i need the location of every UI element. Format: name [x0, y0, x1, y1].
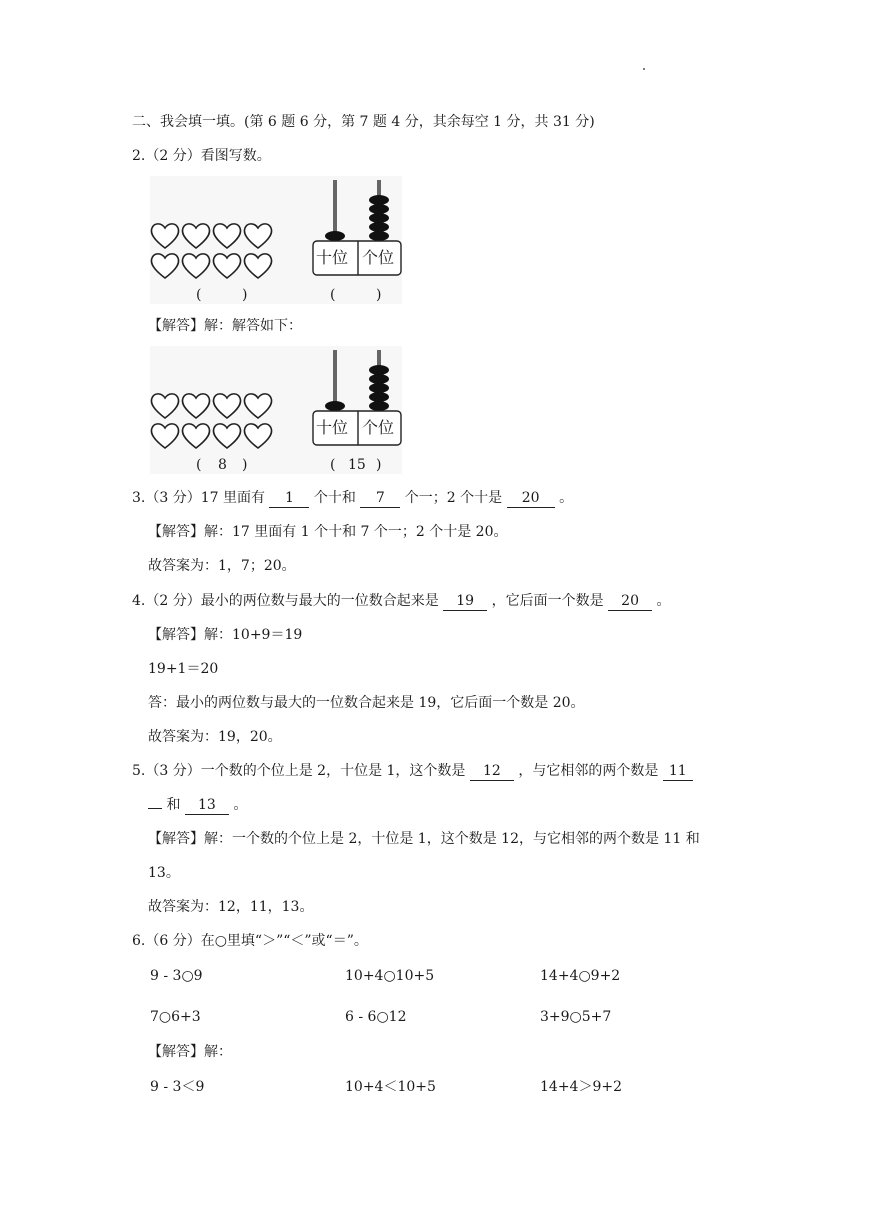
q4-text-b: ，它后面一个数是	[491, 593, 604, 609]
q5-text-d: 。	[233, 797, 248, 813]
hearts-group-2	[151, 394, 271, 448]
heart-icon	[244, 394, 271, 418]
q2-blank-open-2: (	[330, 287, 336, 303]
abacus-label-tens-2: 十位	[316, 418, 349, 437]
heart-icon	[244, 254, 271, 278]
q2-blank-open: (	[196, 287, 202, 303]
q6-ans-r1-c1: 9 - 3＜9	[150, 1079, 205, 1095]
q6-answer-intro: 【解答】解：	[148, 1044, 232, 1060]
q3-title	[132, 488, 573, 508]
heart-icon	[213, 394, 240, 418]
q5-blank-3: 13	[185, 796, 229, 815]
q2-figure-answer	[150, 346, 402, 474]
heart-icon	[151, 224, 178, 248]
q5-blank-2: 11	[663, 762, 693, 781]
heart-icon	[244, 424, 271, 448]
q2-title: 2.（2 分）看图写数。	[132, 148, 271, 164]
q2-answer-intro: 【解答】解：解答如下：	[148, 318, 302, 334]
q3-blank-1: 1	[269, 489, 309, 508]
q5-text-a: 5.（3 分）一个数的个位上是 2，十位是 1，这个数是	[132, 763, 466, 779]
q4-title	[132, 591, 671, 611]
heart-icon	[213, 424, 240, 448]
q3-answer: 【解答】解：17 里面有 1 个十和 7 个一；2 个十是 20。	[148, 524, 508, 540]
q4-line3: 答：最小的两位数与最大的一位数合起来是 19，它后面一个数是 20。	[148, 695, 585, 711]
q6-r1-c3: 14+4○9+2	[540, 968, 621, 984]
heart-icon	[151, 394, 178, 418]
q4-text-a: 4.（2 分）最小的两位数与最大的一位数合起来是	[132, 593, 439, 609]
q6-title: 6.（6 分）在○里填“＞”“＜”或“＝”。	[132, 933, 368, 949]
q6-r1-c2: 10+4○10+5	[345, 968, 435, 984]
q4-text-c: 。	[656, 593, 671, 609]
heart-icon	[244, 224, 271, 248]
q2-answer-abacus: 15	[348, 457, 366, 473]
section-title: 二、我会填一填。(第 6 题 6 分，第 7 题 4 分，其余每空 1 分，共 31 分)	[132, 114, 595, 130]
q5-answer-cont: 13。	[148, 865, 180, 881]
abacus-label-ones: 个位	[362, 248, 395, 267]
q5-blank-1: 12	[470, 762, 514, 781]
q2-answer-hearts: 8	[218, 457, 227, 473]
q5-text-c: 和	[166, 797, 181, 813]
heart-icon	[182, 254, 209, 278]
q5-answer: 【解答】解：一个数的个位上是 2，十位是 1，这个数是 12，与它相邻的两个数是 11 和	[148, 831, 700, 847]
q5-title	[132, 761, 693, 781]
q3-text-b: 个十和	[313, 490, 356, 506]
q2-figure-question	[150, 176, 402, 304]
q6-ans-r1-c2: 10+4＜10+5	[345, 1079, 436, 1095]
q2-ans-open-1: (	[196, 457, 202, 473]
q6-r1-c1: 9 - 3○9	[150, 968, 203, 984]
q3-blank-2: 7	[360, 489, 400, 508]
q6-r2-c2: 6 - 6○12	[345, 1009, 407, 1025]
q5-blank-2-tail	[148, 808, 162, 809]
q5-final: 故答案为：12，11，13。	[148, 899, 314, 915]
q3-blank-3: 20	[507, 489, 555, 508]
q4-line2: 19+1＝20	[148, 661, 219, 677]
q2-ans-open-2: (	[330, 457, 336, 473]
q3-final: 故答案为：1，7；20。	[148, 558, 296, 574]
heart-icon	[151, 424, 178, 448]
q6-ans-r1-c3: 14+4＞9+2	[540, 1079, 622, 1095]
heart-icon	[213, 254, 240, 278]
hearts-group-1	[151, 224, 271, 278]
q2-blank-close: )	[242, 287, 248, 303]
q2-ans-close-2: )	[376, 457, 382, 473]
q3-text-c: 个一；2 个十是	[404, 490, 503, 506]
heart-icon	[182, 394, 209, 418]
abacus-label-ones-2: 个位	[362, 418, 395, 437]
q3-text-d: 。	[559, 490, 574, 506]
q2-ans-close-1: )	[242, 457, 248, 473]
heart-icon	[151, 254, 178, 278]
q4-final: 故答案为：19，20。	[148, 729, 282, 745]
q6-r2-c1: 7○6+3	[150, 1009, 201, 1025]
q2-blank-close-2: )	[376, 287, 382, 303]
heart-icon	[213, 224, 240, 248]
q5-title-cont	[148, 795, 247, 815]
q2-figure-svg	[150, 176, 402, 304]
q4-blank-1: 19	[443, 592, 487, 611]
q3-text-a: 3.（3 分）17 里面有	[132, 490, 265, 506]
q4-answer: 【解答】解：10+9＝19	[148, 627, 303, 643]
q6-r2-c3: 3+9○5+7	[540, 1009, 612, 1025]
page-dot	[643, 68, 645, 70]
q4-blank-2: 20	[608, 592, 652, 611]
heart-icon	[182, 224, 209, 248]
heart-icon	[182, 424, 209, 448]
q5-text-b: ，与它相邻的两个数是	[518, 763, 659, 779]
abacus-label-tens: 十位	[316, 248, 349, 267]
